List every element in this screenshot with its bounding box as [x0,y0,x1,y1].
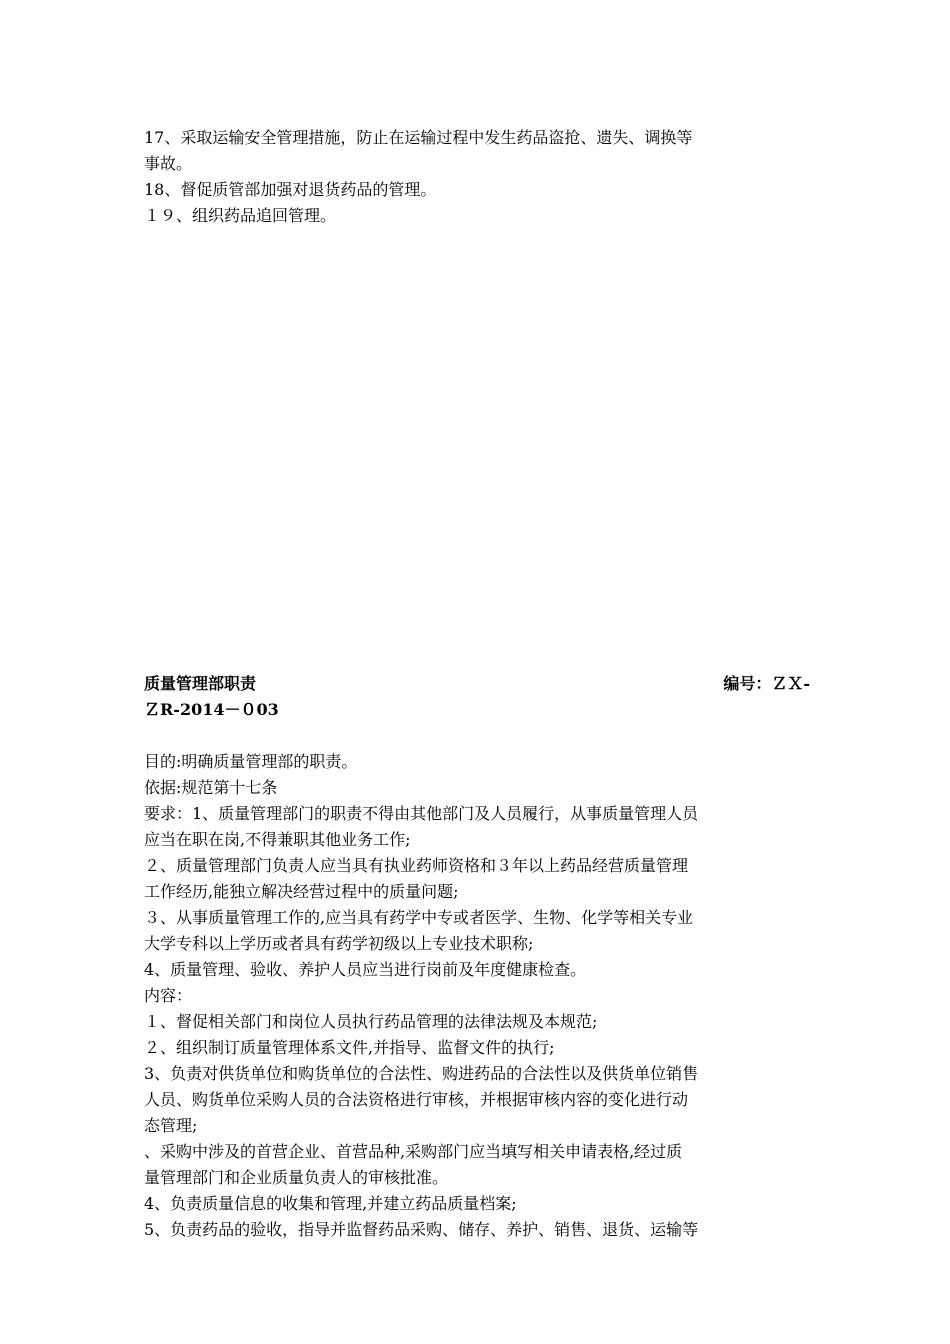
text-line: 4、负责质量信息的收集和管理,并建立药品质量档案; [144,1194,517,1213]
text-line: 内容： [144,986,193,1005]
doc-title: 质量管理部职责 [144,674,257,693]
text-line: ２、组织制订质量管理体系文件,并指导、监督文件的执行; [144,1038,555,1057]
text-line: ２、质量管理部门负责人应当具有执业药师资格和３年以上药品经营质量管理 [144,856,689,875]
text-line: 应当在职在岗,不得兼职其他业务工作; [144,830,411,849]
title-row [144,671,810,697]
text-line: 3、负责对供货单位和购货单位的合法性、购进药品的合法性以及供货单位销售 [144,1064,699,1083]
doc-code-label: 编号：ＺＸ- [723,674,810,693]
top-section [144,125,810,229]
spacer [144,723,810,749]
text-line: 4、质量管理、验收、养护人员应当进行岗前及年度健康检查。 [144,960,587,979]
text-line: 目的:明确质量管理部的职责。 [144,752,358,771]
text-line: 、采购中涉及的首营企业、首营品种,采购部门应当填写相关申请表格,经过质 [144,1142,683,1161]
text-line: 17、采取运输安全管理措施，防止在运输过程中发生药品盗抢、遗失、调换等 [144,128,693,147]
text-line: 5、负责药品的验收，指导并监督药品采购、储存、养护、销售、退货、运输等 [144,1220,699,1239]
text-line: 量管理部门和企业质量负责人的审核批准。 [144,1168,449,1187]
doc-code: ＺR-2014－０03 [144,700,279,719]
text-line: 态管理; [144,1116,198,1135]
text-line: 18、督促质管部加强对退货药品的管理。 [144,180,437,199]
text-line: 事故。 [144,154,193,173]
text-line: 大学专科以上学历或者具有药学初级以上专业技术职称; [144,934,534,953]
text-line: 要求：1、质量管理部门的职责不得由其他部门及人员履行，从事质量管理人员 [144,804,699,823]
text-line: ３、从事质量管理工作的,应当具有药学中专或者医学、生物、化学等相关专业 [144,908,694,927]
duty-section [144,671,810,1243]
text-line: １９、组织药品追回管理。 [144,206,337,225]
text-line: 依据:规范第十七条 [144,778,278,797]
text-line: 工作经历,能独立解决经营过程中的质量问题; [144,882,459,901]
text-line: 人员、购货单位采购人员的合法资格进行审核，并根据审核内容的变化进行动 [144,1090,689,1109]
text-line: １、督促相关部门和岗位人员执行药品管理的法律法规及本规范; [144,1012,598,1031]
